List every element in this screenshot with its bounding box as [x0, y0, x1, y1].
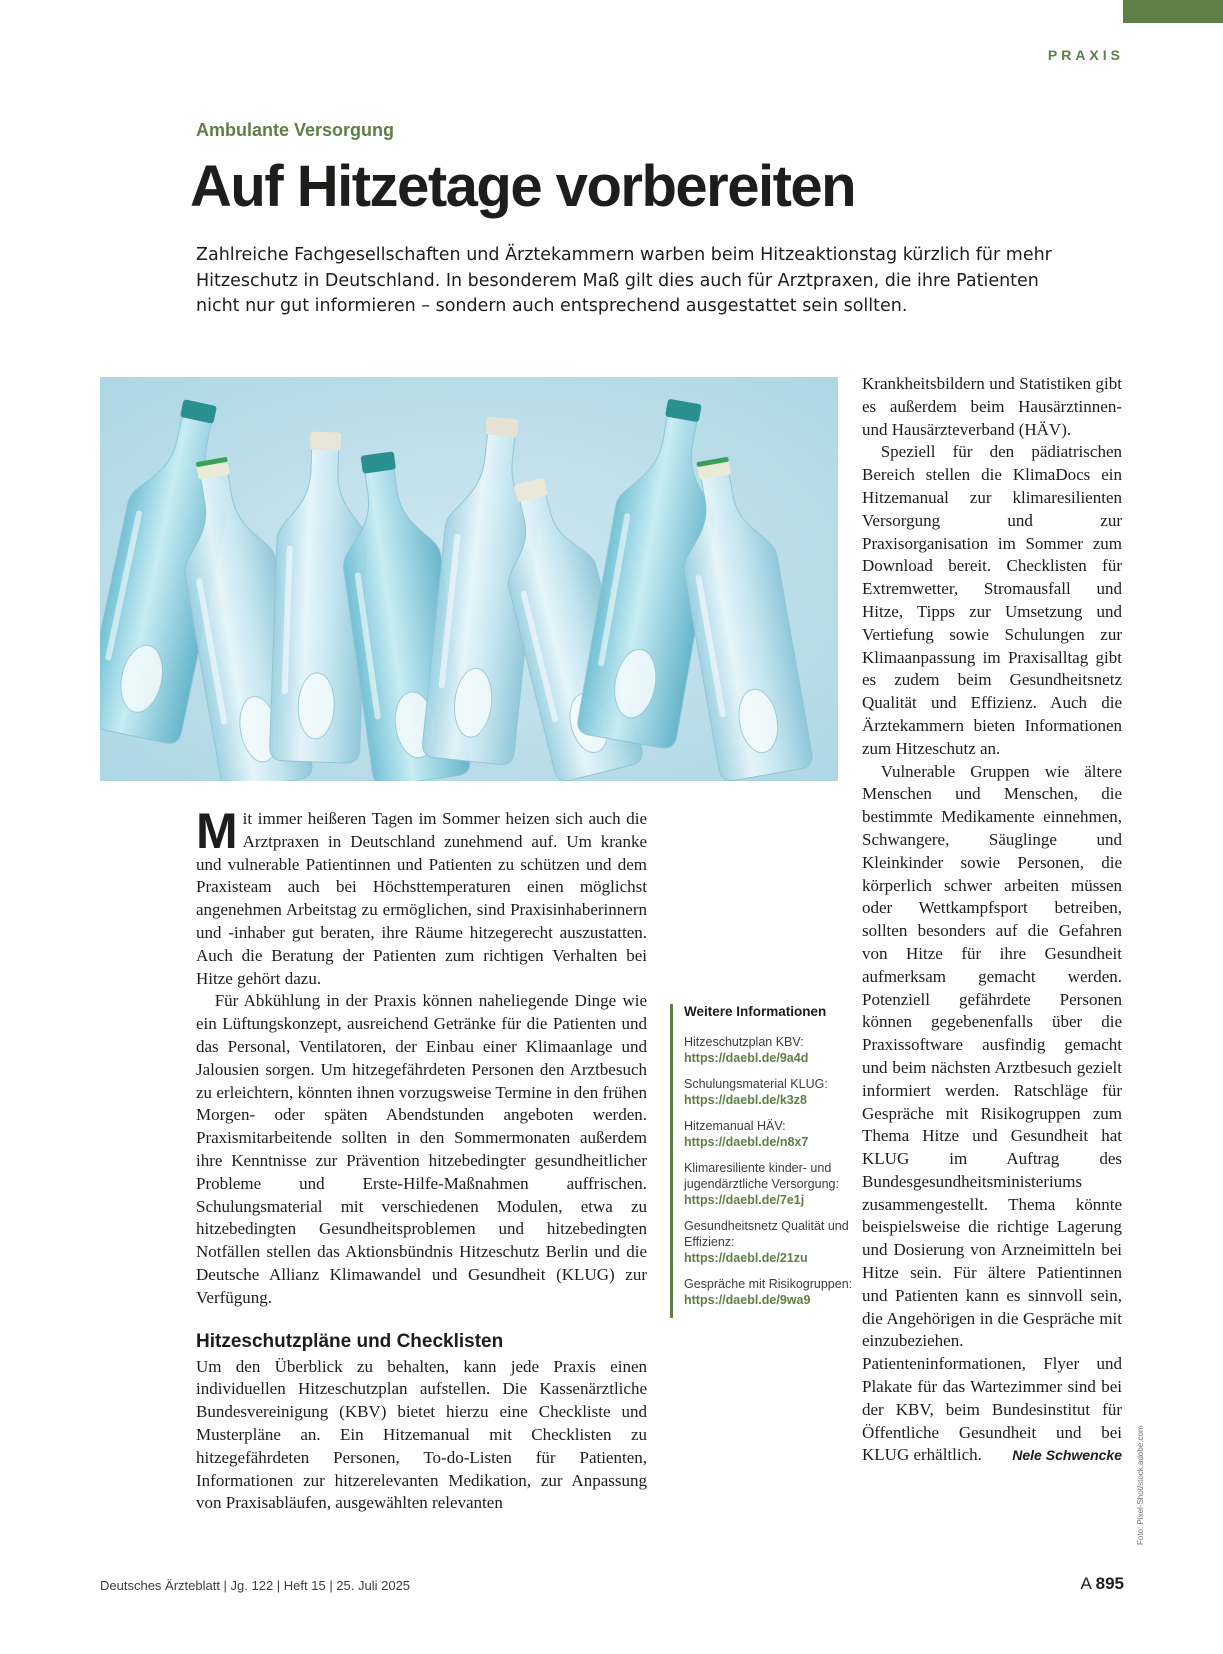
- article-author: Nele Schwencke: [1012, 1447, 1122, 1464]
- article-column-right: [862, 373, 1122, 1467]
- info-link-kbv[interactable]: https://daebl.de/9a4d: [684, 1051, 809, 1065]
- info-item: [684, 1076, 854, 1108]
- info-link-klug[interactable]: https://daebl.de/k3z8: [684, 1093, 807, 1107]
- article-paragraph-6: [862, 761, 1122, 1468]
- article-headline: Auf Hitzetage vorbereiten: [190, 154, 856, 219]
- info-item: [684, 1160, 854, 1208]
- info-item-label: Gespräche mit Risikogruppen:: [684, 1277, 853, 1291]
- info-link-risikogruppen[interactable]: https://daebl.de/9wa9: [684, 1293, 811, 1307]
- info-item-label: Hitzeschutzplan KBV:: [684, 1035, 804, 1049]
- article-paragraph-6-text: Vulnerable Gruppen wie ältere Menschen und Menschen, die bestimmte Medikamente einnehmen, Schwangere, Säuglinge und Kleinkinder sowie Personen, die körperlich schwer arbeiten müssen oder Wettkampfsport betreiben, sollten besonders auf die Gefahren von Hitze für ihre Gesundheit aufmerksam gemacht werden. Potenziell gefährdete Personen können gegebenenfalls über die Praxissoftware ausfindig gemacht und beim nächsten Arztbesuch gezielt informiert werden. Ratschläge für Gespräche mit Risikogruppen zum Thema Hitze und Gesundheit hat KLUG im Auftrag des Bundesgesundheitsministeriums zusammengestellt. Thema könnte beispielsweise die richtige Lagerung und Dosierung von Arzneimitteln bei Hitze sein. Für ältere Patientinnen und Patienten kann es sinnvoll sein, die Angehörigen in die Gespräche mit einzubeziehen. Patienteninformationen, Flyer und Plakate für das Wartezimmer sind bei der KBV, beim Bundesinstitut für Öffentliche Gesundheit und bei KLUG erhältlich.: [862, 761, 1122, 1465]
- corner-accent-bar: [1123, 0, 1223, 23]
- info-item: [684, 1218, 854, 1266]
- article-paragraph-3: Um den Überblick zu behalten, kann jede Praxis einen individuellen Hitzeschutzplan aufstellen. Die Kassenärztliche Bundesvereinigung (KBV) bietet hierzu eine Checkliste und Musterpläne an. Ein Hitzemanual mit Checklisten zu hitzegefährdeten Personen, To-do-Listen für Patienten, Informationen zur hitzerelevanten Medikation, zur Anpassung von Praxisabläufen, ausgewählten relevanten: [196, 1356, 647, 1513]
- footer-page-prefix: A: [1080, 1574, 1091, 1593]
- info-item-label: Gesundheitsnetz Qualität und Effizienz:: [684, 1219, 849, 1249]
- info-box: [670, 1004, 854, 1318]
- water-bottles-photo: [100, 377, 838, 781]
- article-subheading: Hitzeschutzpläne und Checklisten: [196, 1330, 504, 1352]
- article-paragraph-4: Krankheitsbildern und Statistiken gibt es außerdem beim Hausärztinnen- und Hausärzteverband (HÄV).: [862, 374, 1122, 439]
- section-label: PRAXIS: [1047, 47, 1124, 63]
- article-paragraph-1-text: it immer heißeren Tagen im Sommer heizen sich auch die Arztpraxen in Deutschland zunehmend auf. Um kranke und vulnerable Patientinnen und Patienten zu schützen und dem Praxisteam auch bei Höchsttemperaturen einen möglichst angenehmen Arbeitstag zu ermöglichen, sind Praxisinhaberinnern und -inhaber gut beraten, ihre Räume hitzegerecht auszustatten. Auch die Beratung der Patienten zum richtigen Verhalten bei Hitze gehört dazu.: [196, 809, 647, 988]
- info-item-label: Hitzemanual HÄV:: [684, 1119, 786, 1133]
- article-paragraph-5: Speziell für den pädiatrischen Bereich stellen die KlimaDocs ein Hitzemanual zur klimaresilienten Versorgung und zur Praxisorganisation im Sommer zum Download bereit. Checklisten für Extremwetter, Stromausfall und Hitze, Tipps zur Umsetzung und Vertiefung sowie Schulungen zur Klimaanpassung im Praxisalltag gibt es zudem beim Gesundheitsnetz Qualität und Effizienz. Auch die Ärztekammern bieten Informationen zum Hitzeschutz an.: [862, 442, 1122, 758]
- photo-credit: [1135, 1425, 1147, 1545]
- info-link-gesundheitsnetz[interactable]: https://daebl.de/21zu: [684, 1251, 808, 1265]
- article-rubric: Ambulante Versorgung: [196, 120, 395, 140]
- info-box-title: Weitere Informationen: [684, 1004, 827, 1019]
- article-paragraph-1: [196, 803, 647, 990]
- article-column-left: [196, 803, 647, 1515]
- article-paragraph-2: Für Abkühlung in der Praxis können naheliegende Dinge wie ein Lüftungskonzept, ausreichend Getränke für die Patienten und das Personal, Ventilatoren, der Einbau einer Klimaanlage und Jalousien sorgen. Um hitzegefährdeten Personen den Arztbesuch zu erleichtern, könnten ihnen vorzugsweise Termine in den frühen Morgen- oder späten Abendstunden angeboten werden. Praxismitarbeitende sollten in den Sommermonaten außerdem ihre Kenntnisse zur Prävention hitzebedingter gesundheitlicher Probleme und Erste-Hilfe-Maßnahmen auffrischen. Schulungsmaterial mit verschiedenen Modulen, etwa zu hitzebedingten Gesundheitsproblemen und hitzebedingten Notfällen stellen das Aktionsbündnis Hitzeschutz Berlin und die Deutsche Allianz Klimawandel und Gesundheit (KLUG) zur Verfügung.: [196, 991, 647, 1307]
- article-lead: Zahlreiche Fachgesellschaften und Ärztekammern warben beim Hitzeaktionstag kürzlich für mehr Hitzeschutz in Deutschland. In besonderem Maß gilt dies auch für Arztpraxen, die ihre Patienten nicht nur gut informieren – sondern auch entsprechend ausgestattet sein sollten.: [196, 245, 1052, 316]
- drop-cap: M: [196, 803, 238, 859]
- info-item-label: Schulungsmaterial KLUG:: [684, 1077, 828, 1091]
- info-link-haev[interactable]: https://daebl.de/n8x7: [684, 1135, 809, 1149]
- info-item: [684, 1118, 854, 1150]
- info-item-label: Klimaresiliente kinder- und jugendärztliche Versorgung:: [684, 1161, 839, 1191]
- footer-page: [1080, 1574, 1124, 1594]
- info-item: [684, 1276, 854, 1308]
- bottles-illustration: [100, 377, 838, 781]
- info-link-klimadocs[interactable]: https://daebl.de/7e1j: [684, 1193, 805, 1207]
- footer-page-number: 895: [1095, 1574, 1124, 1593]
- info-item: [684, 1034, 854, 1066]
- footer-journal: Deutsches Ärzteblatt | Jg. 122 | Heft 15 | 25. Juli 2025: [100, 1578, 411, 1593]
- photo-credit-text: Foto: Pixel-Shot/stock.adobe.com: [1136, 1425, 1145, 1545]
